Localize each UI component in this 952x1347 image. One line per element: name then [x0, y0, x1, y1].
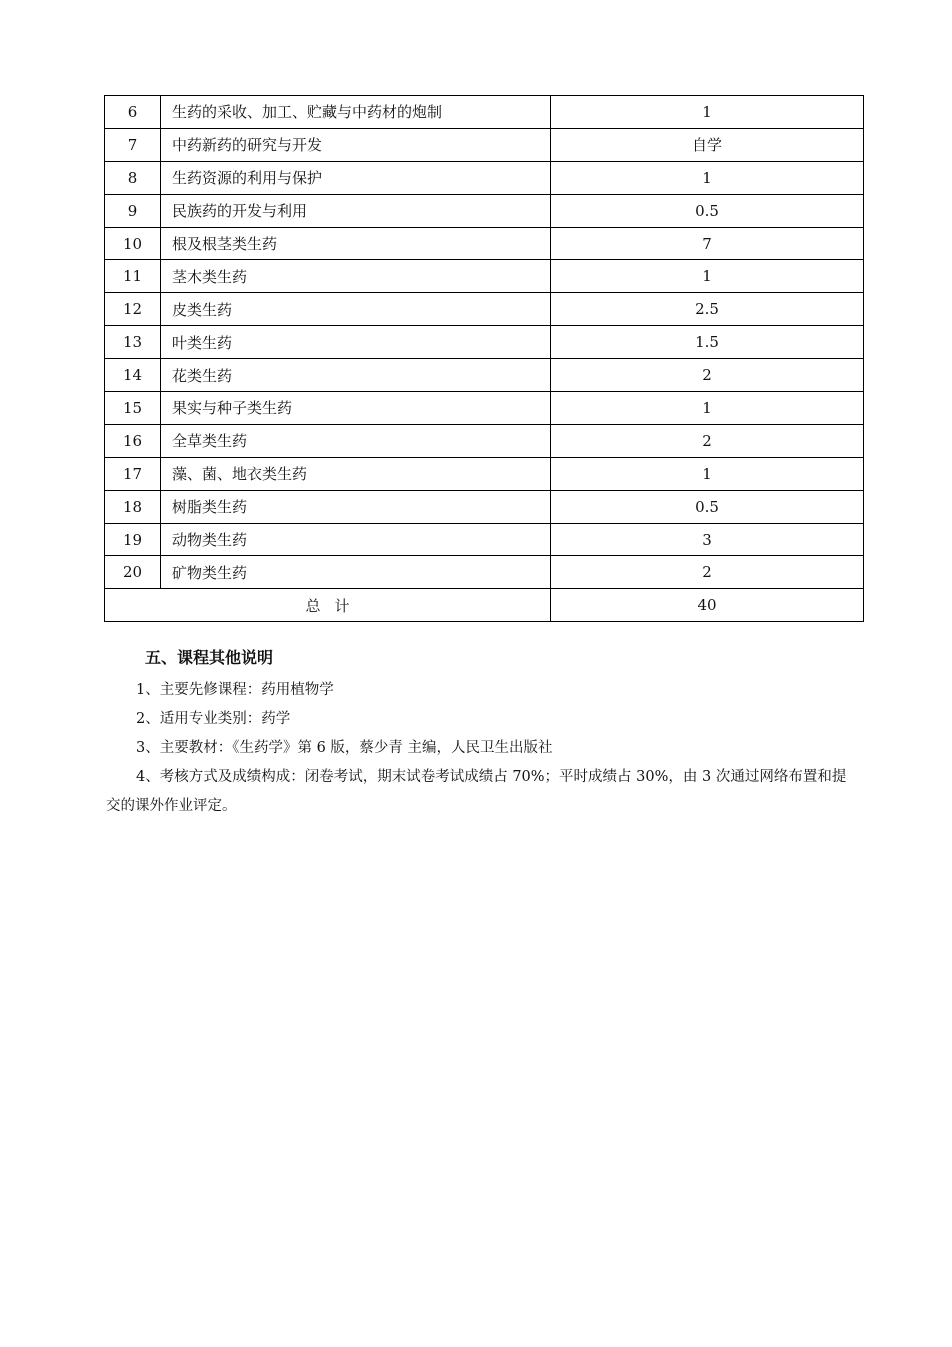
row-number: 16	[105, 424, 161, 457]
row-topic: 生药资源的利用与保护	[161, 161, 551, 194]
row-number: 9	[105, 194, 161, 227]
row-topic: 生药的采收、加工、贮藏与中药材的炮制	[161, 96, 551, 129]
row-topic: 叶类生药	[161, 326, 551, 359]
table-row	[105, 457, 864, 490]
total-label: 总计	[105, 589, 551, 622]
row-hours: 2	[551, 424, 864, 457]
table-row	[105, 194, 864, 227]
total-row	[105, 589, 864, 622]
table-body	[105, 96, 864, 622]
table-row	[105, 128, 864, 161]
table-row	[105, 260, 864, 293]
table-row	[105, 556, 864, 589]
row-topic: 矿物类生药	[161, 556, 551, 589]
row-hours: 1	[551, 392, 864, 425]
row-topic: 中药新药的研究与开发	[161, 128, 551, 161]
row-hours: 1	[551, 161, 864, 194]
row-hours: 1	[551, 96, 864, 129]
row-number: 17	[105, 457, 161, 490]
row-topic: 果实与种子类生药	[161, 392, 551, 425]
table-row	[105, 359, 864, 392]
row-number: 6	[105, 96, 161, 129]
row-topic: 树脂类生药	[161, 490, 551, 523]
row-hours: 1.5	[551, 326, 864, 359]
row-number: 18	[105, 490, 161, 523]
table-row	[105, 96, 864, 129]
row-number: 8	[105, 161, 161, 194]
row-topic: 花类生药	[161, 359, 551, 392]
row-hours: 0.5	[551, 194, 864, 227]
row-topic: 藻、菌、地衣类生药	[161, 457, 551, 490]
hours-table	[104, 95, 864, 622]
row-hours: 1	[551, 260, 864, 293]
table-row	[105, 490, 864, 523]
row-topic: 全草类生药	[161, 424, 551, 457]
course-notes	[106, 676, 858, 821]
row-hours: 7	[551, 227, 864, 260]
row-number: 20	[105, 556, 161, 589]
row-number: 7	[105, 128, 161, 161]
row-number: 13	[105, 326, 161, 359]
row-hours: 自学	[551, 128, 864, 161]
note-assessment: 4、考核方式及成绩构成：闭卷考试，期末试卷考试成绩占 70%；平时成绩占 30%，由 3 次通过网络布置和提交的课外作业评定。	[106, 769, 847, 814]
note-major: 2、适用专业类别：药学	[136, 711, 291, 727]
row-hours: 3	[551, 523, 864, 556]
row-topic: 动物类生药	[161, 523, 551, 556]
row-number: 11	[105, 260, 161, 293]
table-row	[105, 424, 864, 457]
section-heading: 五、课程其他说明	[145, 648, 274, 667]
row-number: 15	[105, 392, 161, 425]
table-row	[105, 326, 864, 359]
row-hours: 1	[551, 457, 864, 490]
row-number: 14	[105, 359, 161, 392]
row-number: 19	[105, 523, 161, 556]
table-row	[105, 392, 864, 425]
row-number: 10	[105, 227, 161, 260]
total-hours: 40	[551, 589, 864, 622]
row-number: 12	[105, 293, 161, 326]
row-hours: 2.5	[551, 293, 864, 326]
row-hours: 2	[551, 556, 864, 589]
table-row	[105, 161, 864, 194]
row-topic: 皮类生药	[161, 293, 551, 326]
row-topic: 根及根茎类生药	[161, 227, 551, 260]
row-topic: 茎木类生药	[161, 260, 551, 293]
table-row	[105, 523, 864, 556]
row-hours: 2	[551, 359, 864, 392]
note-prerequisite: 1、主要先修课程：药用植物学	[136, 682, 334, 698]
table-row	[105, 227, 864, 260]
row-topic: 民族药的开发与利用	[161, 194, 551, 227]
row-hours: 0.5	[551, 490, 864, 523]
table-row	[105, 293, 864, 326]
note-textbook: 3、主要教材：《生药学》第 6 版，蔡少青 主编，人民卫生出版社	[136, 740, 553, 756]
